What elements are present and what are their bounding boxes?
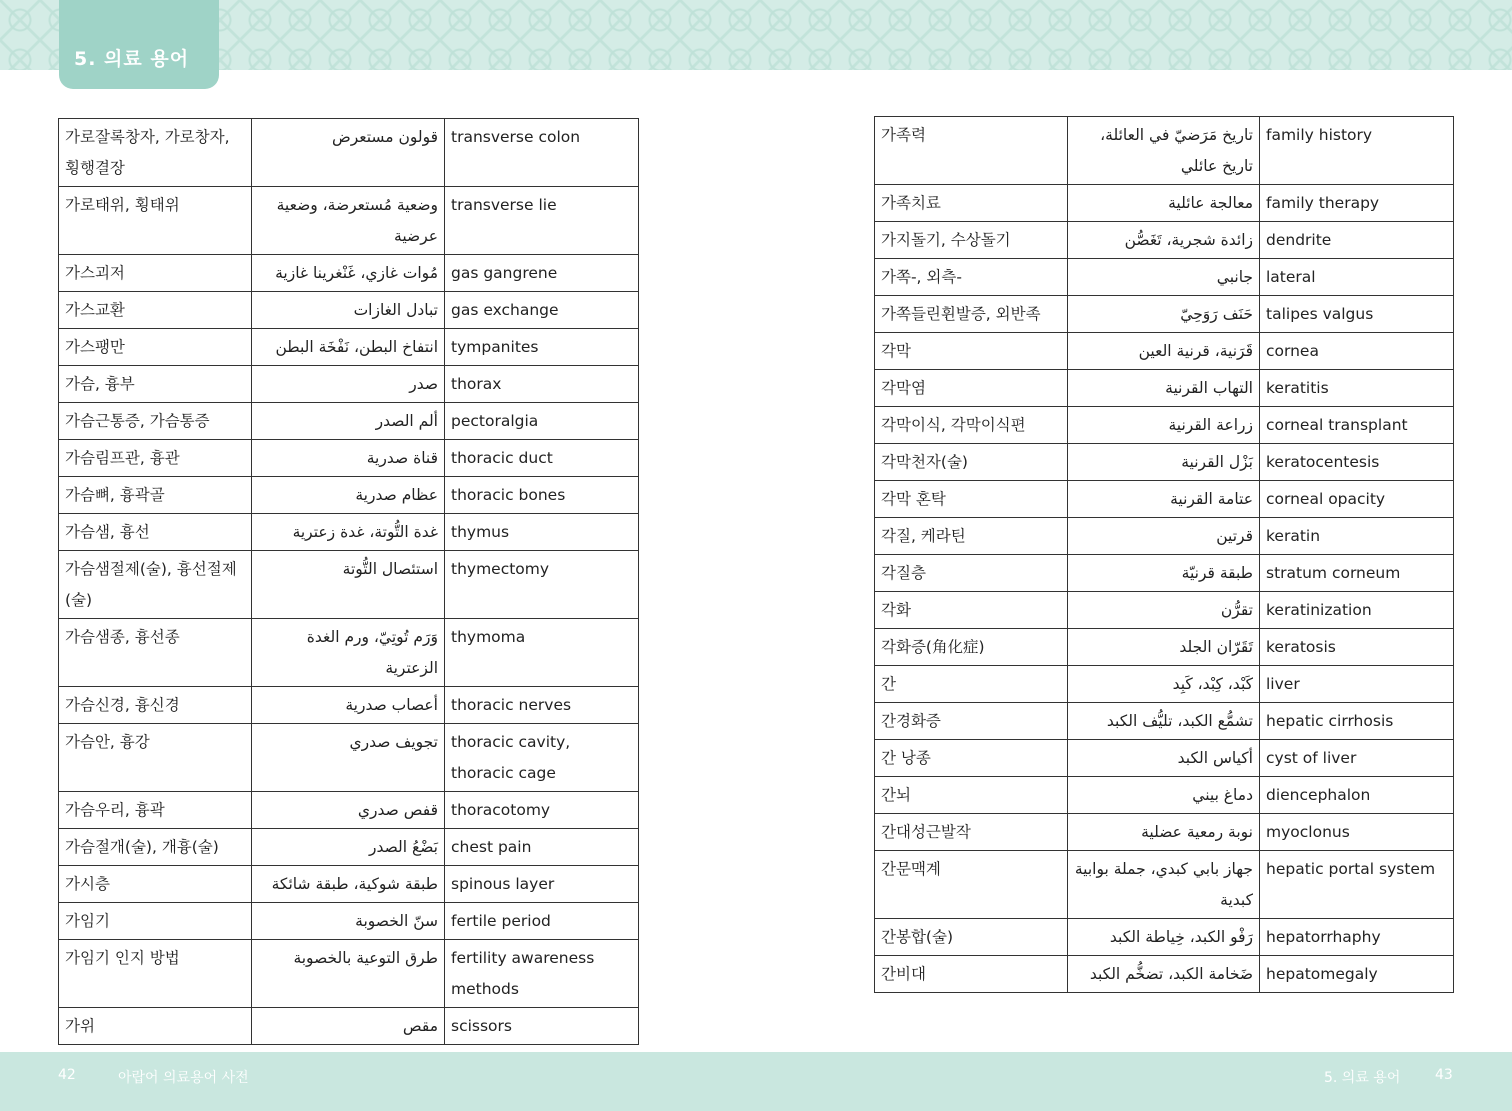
korean-term-cell: 가슴림프관, 흉관	[59, 440, 252, 477]
arabic-term-cell: مقص	[252, 1008, 445, 1045]
table-row	[875, 370, 1454, 407]
korean-term-cell: 가로태위, 횡태위	[59, 187, 252, 255]
korean-term-cell: 가지돌기, 수상돌기	[875, 222, 1068, 259]
table-row	[59, 551, 639, 619]
table-row	[59, 903, 639, 940]
english-term-cell: hepatic cirrhosis	[1260, 703, 1454, 740]
table-row	[59, 403, 639, 440]
table-row	[59, 255, 639, 292]
table-row	[875, 740, 1454, 777]
table-row	[875, 703, 1454, 740]
english-term-cell: keratocentesis	[1260, 444, 1454, 481]
table-row	[59, 940, 639, 1008]
arabic-term-cell: تجويف صدري	[252, 724, 445, 792]
table-row	[59, 619, 639, 687]
table-row	[59, 724, 639, 792]
arabic-term-cell: استئصال التُّوتة	[252, 551, 445, 619]
english-term-cell: thoracic bones	[445, 477, 639, 514]
english-term-cell: lateral	[1260, 259, 1454, 296]
korean-term-cell: 가시층	[59, 866, 252, 903]
english-term-cell: cyst of liver	[1260, 740, 1454, 777]
table-row	[875, 185, 1454, 222]
english-term-cell: tympanites	[445, 329, 639, 366]
english-term-cell: thoracic duct	[445, 440, 639, 477]
korean-term-cell: 각막염	[875, 370, 1068, 407]
table-row	[875, 555, 1454, 592]
korean-term-cell: 간비대	[875, 956, 1068, 993]
table-row	[59, 366, 639, 403]
table-row	[875, 777, 1454, 814]
korean-term-cell: 간문맥계	[875, 851, 1068, 919]
english-term-cell: family history	[1260, 117, 1454, 185]
arabic-term-cell: قَرَنية، قرنية العين	[1068, 333, 1260, 370]
english-term-cell: diencephalon	[1260, 777, 1454, 814]
arabic-term-cell: طرق التوعية بالخصوبة	[252, 940, 445, 1008]
arabic-term-cell: عظام صدرية	[252, 477, 445, 514]
korean-term-cell: 가쪽-, 외측-	[875, 259, 1068, 296]
arabic-term-cell: قفص صدري	[252, 792, 445, 829]
korean-term-cell: 가슴근통증, 가슴통증	[59, 403, 252, 440]
korean-term-cell: 가슴, 흉부	[59, 366, 252, 403]
left-terms-body	[59, 119, 639, 1045]
arabic-term-cell: ألم الصدر	[252, 403, 445, 440]
korean-term-cell: 가임기	[59, 903, 252, 940]
korean-term-cell: 각화증(角化症)	[875, 629, 1068, 666]
arabic-term-cell: مُوات غازي، غَنْغرينا غازية	[252, 255, 445, 292]
arabic-term-cell: رَفْو الكبد، خِياطة الكبد	[1068, 919, 1260, 956]
english-term-cell: gas gangrene	[445, 255, 639, 292]
english-term-cell: fertile period	[445, 903, 639, 940]
arabic-term-cell: بَضْعُ الصدر	[252, 829, 445, 866]
korean-term-cell: 각막	[875, 333, 1068, 370]
table-row	[875, 629, 1454, 666]
korean-term-cell: 가로잘록창자, 가로창자, 횡행결장	[59, 119, 252, 187]
english-term-cell: transverse lie	[445, 187, 639, 255]
table-row	[59, 477, 639, 514]
table-row	[875, 592, 1454, 629]
arabic-term-cell: دماغ بيني	[1068, 777, 1260, 814]
table-row	[875, 666, 1454, 703]
table-row	[875, 117, 1454, 185]
arabic-term-cell: التهاب القرنية	[1068, 370, 1260, 407]
arabic-term-cell: زراعة القرنية	[1068, 407, 1260, 444]
korean-term-cell: 가스팽만	[59, 329, 252, 366]
arabic-term-cell: زائدة شجرية، تَغَصُّن	[1068, 222, 1260, 259]
table-row	[875, 851, 1454, 919]
table-row	[875, 919, 1454, 956]
table-row	[875, 296, 1454, 333]
english-term-cell: hepatic portal system	[1260, 851, 1454, 919]
english-term-cell: corneal transplant	[1260, 407, 1454, 444]
english-term-cell: thymus	[445, 514, 639, 551]
english-term-cell: myoclonus	[1260, 814, 1454, 851]
arabic-term-cell: سنّ الخصوبة	[252, 903, 445, 940]
english-term-cell: keratitis	[1260, 370, 1454, 407]
korean-term-cell: 간뇌	[875, 777, 1068, 814]
korean-term-cell: 가슴샘, 흉선	[59, 514, 252, 551]
right-terms-body	[875, 117, 1454, 993]
arabic-term-cell: حَنَف رَوَحِيّ	[1068, 296, 1260, 333]
arabic-term-cell: بَزْل القرنية	[1068, 444, 1260, 481]
english-term-cell: gas exchange	[445, 292, 639, 329]
footer-chapter-label: 5. 의료 용어	[1324, 1070, 1401, 1086]
korean-term-cell: 간봉합(술)	[875, 919, 1068, 956]
korean-term-cell: 가슴안, 흉강	[59, 724, 252, 792]
left-terms-table	[58, 118, 639, 1045]
arabic-term-cell: تشمُّع الكبد، تليُّف الكبد	[1068, 703, 1260, 740]
arabic-term-cell: وَرَم تُوتِيّ، ورم الغدة الزعترية	[252, 619, 445, 687]
book-title: 아랍어 의료용어 사전	[118, 1070, 249, 1086]
arabic-term-cell: طبقة قرنيّة	[1068, 555, 1260, 592]
english-term-cell: scissors	[445, 1008, 639, 1045]
english-term-cell: fertility awareness methods	[445, 940, 639, 1008]
arabic-term-cell: وضعية مُستعرضة، وضعية عرضية	[252, 187, 445, 255]
korean-term-cell: 가슴신경, 흉신경	[59, 687, 252, 724]
arabic-term-cell: انتفاخ البطن، نَفْخَة البطن	[252, 329, 445, 366]
english-term-cell: keratosis	[1260, 629, 1454, 666]
english-term-cell: hepatomegaly	[1260, 956, 1454, 993]
korean-term-cell: 각질, 케라틴	[875, 518, 1068, 555]
arabic-term-cell: طبقة شوكية، طبقة شائكة	[252, 866, 445, 903]
korean-term-cell: 가스괴저	[59, 255, 252, 292]
english-term-cell: stratum corneum	[1260, 555, 1454, 592]
korean-term-cell: 간	[875, 666, 1068, 703]
english-term-cell: thorax	[445, 366, 639, 403]
table-row	[59, 514, 639, 551]
table-row	[875, 956, 1454, 993]
english-term-cell: keratinization	[1260, 592, 1454, 629]
table-row	[875, 518, 1454, 555]
arabic-term-cell: ضَخامة الكبد، تضخُّم الكبد	[1068, 956, 1260, 993]
table-row	[59, 829, 639, 866]
english-term-cell: thoracic cavity, thoracic cage	[445, 724, 639, 792]
korean-term-cell: 가슴샘종, 흉선종	[59, 619, 252, 687]
arabic-term-cell: تقرُّن	[1068, 592, 1260, 629]
arabic-term-cell: جهاز بابي كبدي، جملة بوابية كبدية	[1068, 851, 1260, 919]
chapter-title: 5. 의료 용어	[74, 48, 190, 70]
table-row	[59, 292, 639, 329]
table-row	[875, 481, 1454, 518]
korean-term-cell: 가족력	[875, 117, 1068, 185]
table-row	[875, 259, 1454, 296]
english-term-cell: hepatorrhaphy	[1260, 919, 1454, 956]
arabic-term-cell: غدة التُّوتة، غدة زعترية	[252, 514, 445, 551]
english-term-cell: thymoma	[445, 619, 639, 687]
english-term-cell: liver	[1260, 666, 1454, 703]
arabic-term-cell: عتامة القرنية	[1068, 481, 1260, 518]
english-term-cell: talipes valgus	[1260, 296, 1454, 333]
english-term-cell: chest pain	[445, 829, 639, 866]
arabic-term-cell: تَقَرّان الجلد	[1068, 629, 1260, 666]
english-term-cell: transverse colon	[445, 119, 639, 187]
arabic-term-cell: قرتين	[1068, 518, 1260, 555]
arabic-term-cell: قناة صدرية	[252, 440, 445, 477]
english-term-cell: pectoralgia	[445, 403, 639, 440]
korean-term-cell: 각막이식, 각막이식편	[875, 407, 1068, 444]
english-term-cell: corneal opacity	[1260, 481, 1454, 518]
english-term-cell: thymectomy	[445, 551, 639, 619]
korean-term-cell: 각화	[875, 592, 1068, 629]
table-row	[59, 119, 639, 187]
korean-term-cell: 간경화증	[875, 703, 1068, 740]
left-page-number: 42	[58, 1067, 76, 1083]
arabic-term-cell: جانبي	[1068, 259, 1260, 296]
table-row	[59, 687, 639, 724]
right-page-number: 43	[1435, 1067, 1453, 1083]
korean-term-cell: 각막 혼탁	[875, 481, 1068, 518]
arabic-term-cell: صدر	[252, 366, 445, 403]
table-row	[875, 814, 1454, 851]
arabic-term-cell: قولون مستعرض	[252, 119, 445, 187]
english-term-cell: thoracotomy	[445, 792, 639, 829]
table-row	[875, 407, 1454, 444]
page-footer	[0, 1052, 1512, 1111]
header-pattern-band	[0, 0, 1512, 70]
right-terms-table	[874, 116, 1454, 993]
arabic-term-cell: أكياس الكبد	[1068, 740, 1260, 777]
english-term-cell: keratin	[1260, 518, 1454, 555]
arabic-term-cell: أعصاب صدرية	[252, 687, 445, 724]
table-row	[59, 329, 639, 366]
korean-term-cell: 가슴우리, 흉곽	[59, 792, 252, 829]
arabic-term-cell: نوبة رمعية عضلية	[1068, 814, 1260, 851]
korean-term-cell: 가스교환	[59, 292, 252, 329]
table-row	[59, 792, 639, 829]
korean-term-cell: 간 낭종	[875, 740, 1068, 777]
korean-term-cell: 각막천자(술)	[875, 444, 1068, 481]
table-row	[59, 866, 639, 903]
korean-term-cell: 간대성근발작	[875, 814, 1068, 851]
korean-term-cell: 가위	[59, 1008, 252, 1045]
english-term-cell: spinous layer	[445, 866, 639, 903]
english-term-cell: family therapy	[1260, 185, 1454, 222]
arabic-term-cell: تاريخ مَرَضيّ في العائلة، تاريخ عائلي	[1068, 117, 1260, 185]
korean-term-cell: 가족치료	[875, 185, 1068, 222]
english-term-cell: cornea	[1260, 333, 1454, 370]
table-row	[59, 440, 639, 477]
table-row	[59, 1008, 639, 1045]
korean-term-cell: 각질층	[875, 555, 1068, 592]
chapter-tab	[59, 0, 219, 89]
arabic-term-cell: كَبْد، كِبْد، كَبِد	[1068, 666, 1260, 703]
korean-term-cell: 가슴절개(술), 개흉(술)	[59, 829, 252, 866]
table-row	[875, 222, 1454, 259]
english-term-cell: dendrite	[1260, 222, 1454, 259]
korean-term-cell: 가슴뼈, 흉곽골	[59, 477, 252, 514]
english-term-cell: thoracic nerves	[445, 687, 639, 724]
korean-term-cell: 가쪽들린휜발증, 외반족	[875, 296, 1068, 333]
korean-term-cell: 가임기 인지 방법	[59, 940, 252, 1008]
table-row	[875, 444, 1454, 481]
korean-term-cell: 가슴샘절제(술), 흉선절제(술)	[59, 551, 252, 619]
table-row	[59, 187, 639, 255]
table-row	[875, 333, 1454, 370]
arabic-term-cell: تبادل الغازات	[252, 292, 445, 329]
arabic-term-cell: معالجة عائلية	[1068, 185, 1260, 222]
